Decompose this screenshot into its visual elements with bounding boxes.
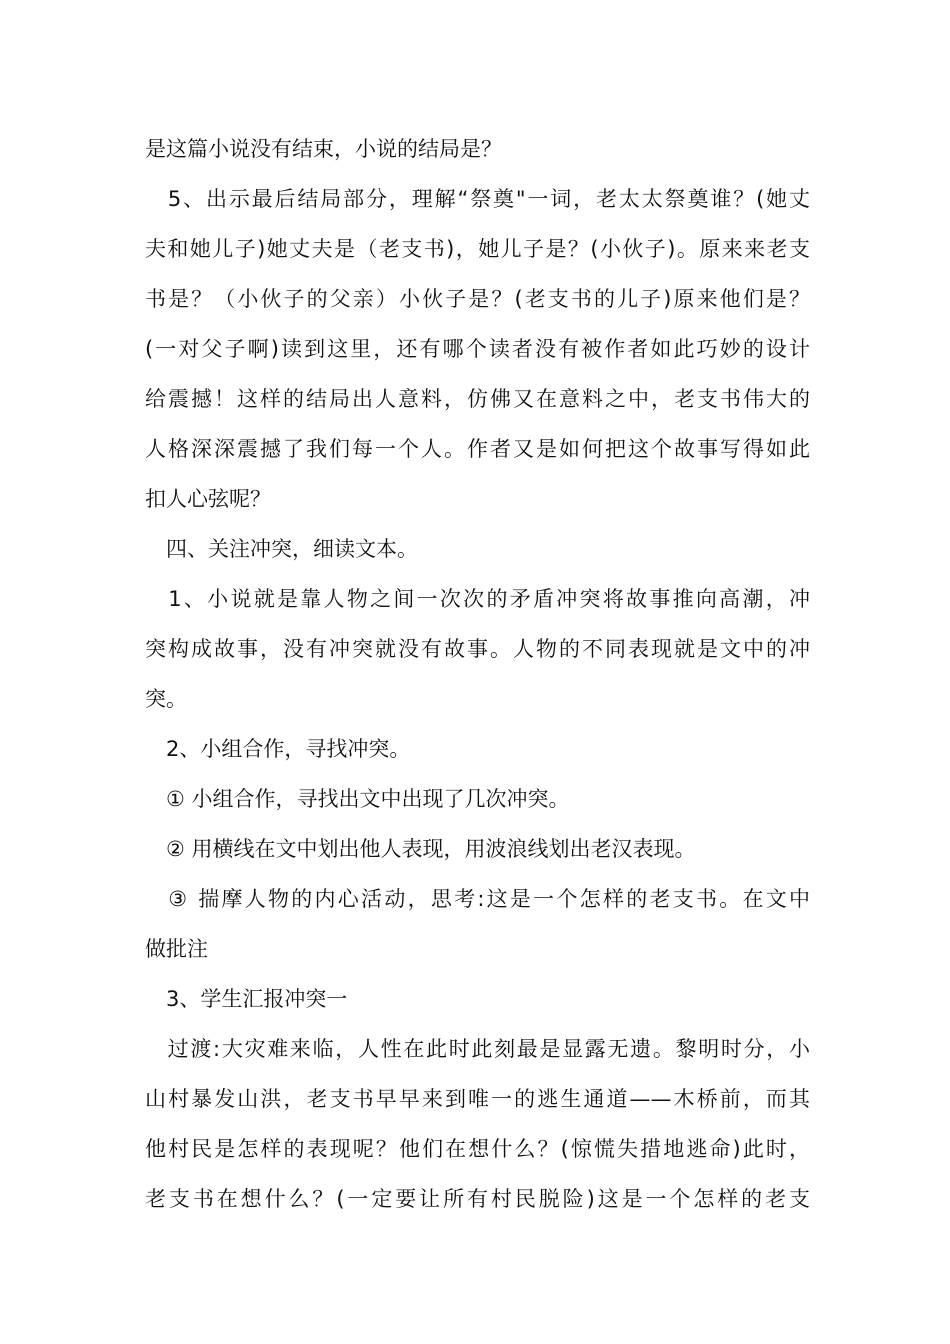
text-line: 书是？（小伙子的父亲）小伙子是？(老支书的儿子)原来他们是？ — [145, 287, 810, 311]
list-item: ③ 揣摩人物的内心活动，思考:这是一个怎样的老支书。在文中 — [145, 887, 810, 911]
text-line: 夫和她儿子)她丈夫是（老支书)，她儿子是？(小伙子)。原来来老支 — [145, 237, 810, 261]
text-line: 突。 — [145, 687, 187, 711]
text-line: 山村暴发山洪，老支书早早来到唯一的逃生通道——木桥前，而其 — [145, 1087, 810, 1111]
text-line: 过渡:大灾难来临，人性在此时此刻最是显露无遗。黎明时分，小 — [145, 1037, 810, 1061]
text-line: 人格深深震撼了我们每一个人。作者又是如何把这个故事写得如此 — [145, 437, 810, 461]
text-line: 突构成故事，没有冲突就没有故事。人物的不同表现就是文中的冲 — [145, 637, 810, 661]
text-line: 3、学生汇报冲突一 — [145, 987, 348, 1011]
text-line: (一对父子啊)读到这里，还有哪个读者没有被作者如此巧妙的设计 — [145, 337, 810, 361]
list-item: ① 小组合作，寻找出文中出现了几次冲突。 — [145, 787, 570, 811]
text-line: 老支书在想什么？(一定要让所有村民脱险)这是一个怎样的老支 — [145, 1187, 810, 1211]
section-heading: 四、关注冲突，细读文本。 — [145, 537, 418, 561]
text-line: 扣人心弦呢？ — [145, 487, 271, 511]
text-line: 5、出示最后结局部分，理解“祭奠"一词，老太太祭奠谁？(她丈 — [145, 187, 810, 211]
text-line: 他村民是怎样的表现呢？他们在想什么？(惊慌失措地逃命)此时， — [145, 1137, 810, 1161]
text-line: 做批注 — [145, 937, 208, 961]
text-line: 给震撼！这样的结局出人意料，仿佛又在意料之中，老支书伟大的 — [145, 387, 810, 411]
text-line: 是这篇小说没有结束，小说的结局是？ — [145, 137, 502, 161]
text-line: 1、小说就是靠人物之间一次次的矛盾冲突将故事推向高潮，冲 — [145, 587, 810, 611]
list-item: ② 用横线在文中划出他人表现，用波浪线划出老汉表现。 — [145, 837, 696, 861]
text-line: 2、小组合作，寻找冲突。 — [145, 737, 411, 761]
